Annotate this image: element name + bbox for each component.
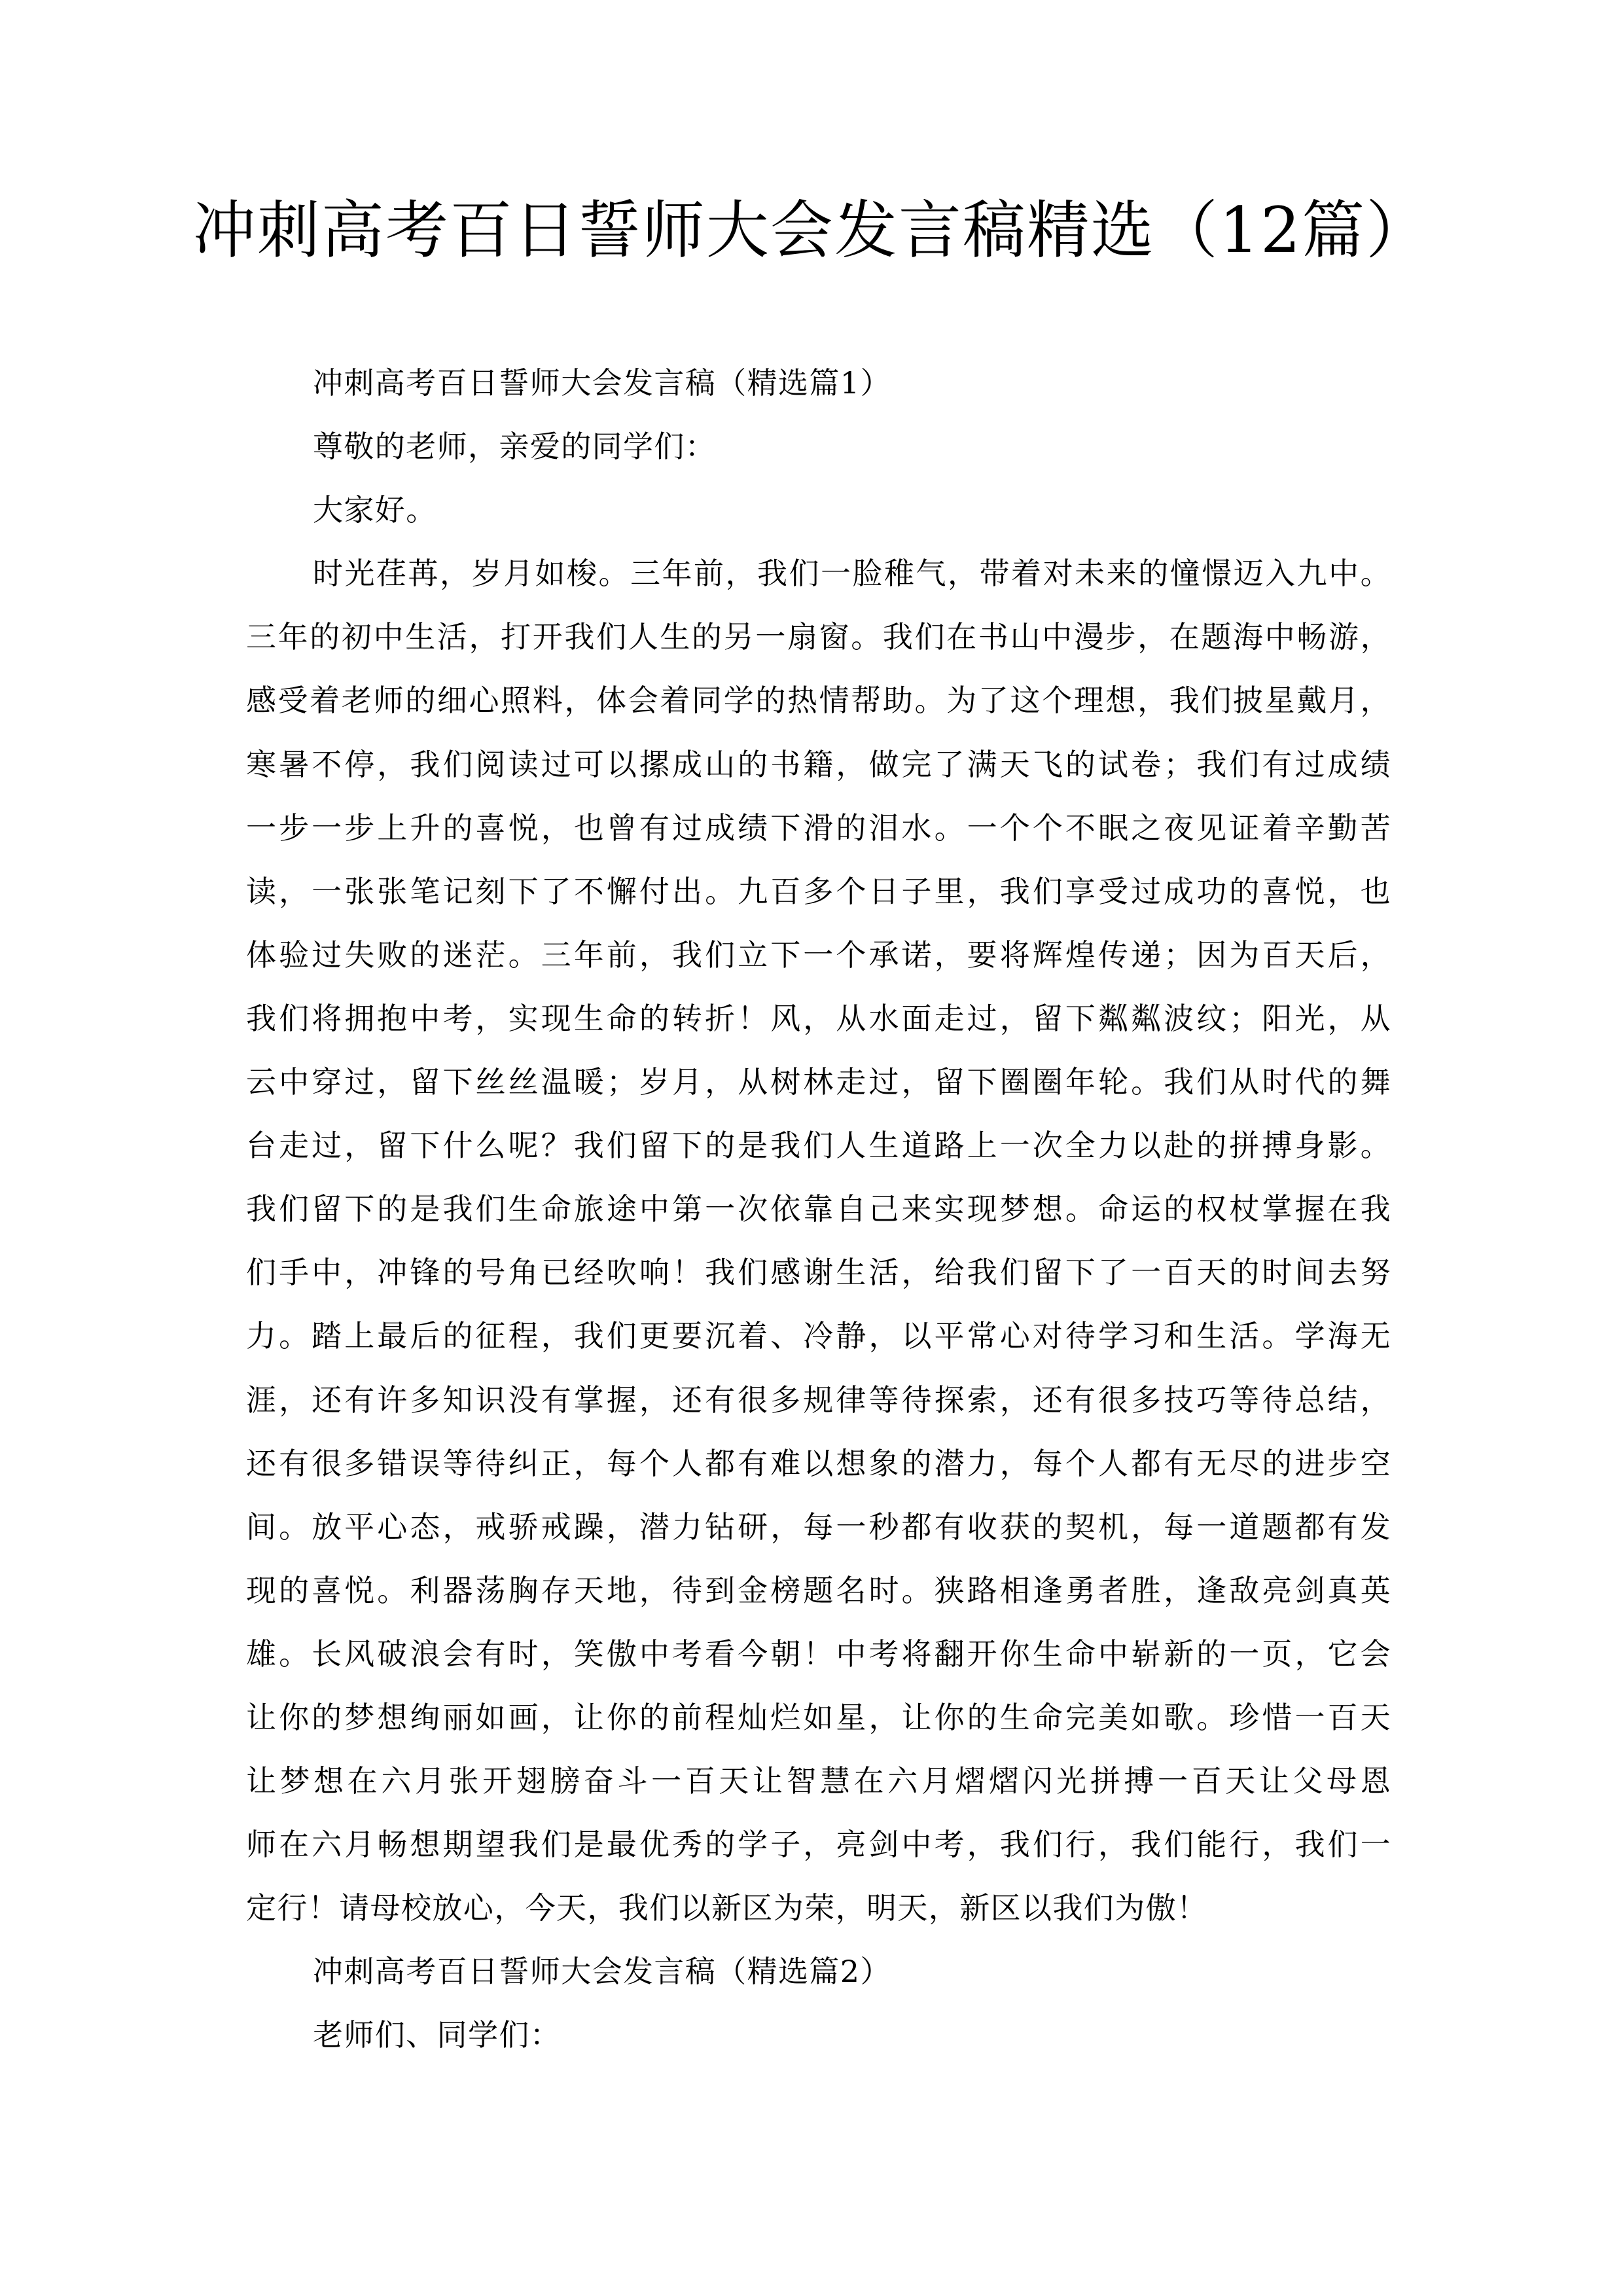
paragraph-line: 涯，还有许多知识没有掌握，还有很多规律等待探索，还有很多技巧等待总结，	[246, 1382, 1391, 1418]
greeting: 大家好。	[313, 492, 437, 528]
paragraph-line: 时光荏苒，岁月如梭。三年前，我们一脸稚气，带着对未来的憧憬迈入九中。	[313, 556, 1391, 592]
paragraph-line: 感受着老师的细心照料，体会着同学的热情帮助。为了这个理想，我们披星戴月，	[246, 683, 1391, 719]
document-title: 冲刺高考百日誓师大会发言稿精选（12篇）	[192, 194, 1431, 267]
paragraph-line: 读，一张张笔记刻下了不懈付出。九百多个日子里，我们享受过成功的喜悦，也	[246, 873, 1391, 909]
section-heading: 冲刺高考百日誓师大会发言稿（精选篇2）	[313, 1954, 891, 1990]
paragraph	[246, 542, 1391, 1940]
document-body	[246, 351, 1391, 2068]
paragraph-line: 一步一步上升的喜悦，也曾有过成绩下滑的泪水。一个个不眠之夜见证着辛勤苦	[246, 810, 1391, 846]
paragraph-line: 我们将拥抱中考，实现生命的转折！风，从水面走过，留下粼粼波纹；阳光，从	[246, 1000, 1391, 1036]
paragraph-line: 定行！请母校放心，今天，我们以新区为荣，明天，新区以我们为傲！	[246, 1890, 1208, 1926]
paragraph-line: 让你的梦想绚丽如画，让你的前程灿烂如星，让你的生命完美如歌。珍惜一百天	[246, 1699, 1391, 1735]
paragraph-line: 云中穿过，留下丝丝温暖；岁月，从树林走过，留下圈圈年轮。我们从时代的舞	[246, 1064, 1391, 1100]
salutation: 老师们、同学们：	[313, 2017, 562, 2053]
paragraph-line: 体验过失败的迷茫。三年前，我们立下一个承诺，要将辉煌传递；因为百天后，	[246, 937, 1391, 973]
paragraph-line: 还有很多错误等待纠正，每个人都有难以想象的潜力，每个人都有无尽的进步空	[246, 1445, 1391, 1481]
paragraph-line: 们手中，冲锋的号角已经吹响！我们感谢生活，给我们留下了一百天的时间去努	[246, 1255, 1391, 1291]
section-heading: 冲刺高考百日誓师大会发言稿（精选篇1）	[313, 365, 891, 401]
paragraph-line: 间。放平心态，戒骄戒躁，潜力钻研，每一秒都有收获的契机，每一道题都有发	[246, 1509, 1391, 1545]
salutation: 尊敬的老师，亲爱的同学们：	[313, 429, 717, 465]
paragraph-line: 三年的初中生活，打开我们人生的另一扇窗。我们在书山中漫步，在题海中畅游，	[246, 619, 1391, 655]
paragraph-line: 我们留下的是我们生命旅途中第一次依靠自己来实现梦想。命运的权杖掌握在我	[246, 1191, 1391, 1227]
paragraph-line: 雄。长风破浪会有时，笑傲中考看今朝！中考将翻开你生命中崭新的一页，它会	[246, 1636, 1391, 1672]
paragraph-line: 力。踏上最后的征程，我们更要沉着、冷静，以平常心对待学习和生活。学海无	[246, 1318, 1391, 1354]
paragraph-line: 寒暑不停，我们阅读过可以摞成山的书籍，做完了满天飞的试卷；我们有过成绩	[246, 746, 1391, 782]
paragraph-line: 师在六月畅想期望我们是最优秀的学子，亮剑中考，我们行，我们能行，我们一	[246, 1827, 1391, 1863]
paragraph-line: 台走过，留下什么呢？我们留下的是我们人生道路上一次全力以赴的拼搏身影。	[246, 1128, 1391, 1164]
paragraph-line: 让梦想在六月张开翅膀奋斗一百天让智慧在六月熠熠闪光拼搏一百天让父母恩	[246, 1763, 1391, 1799]
paragraph-line: 现的喜悦。利器荡胸存天地，待到金榜题名时。狭路相逢勇者胜，逢敌亮剑真英	[246, 1572, 1391, 1608]
